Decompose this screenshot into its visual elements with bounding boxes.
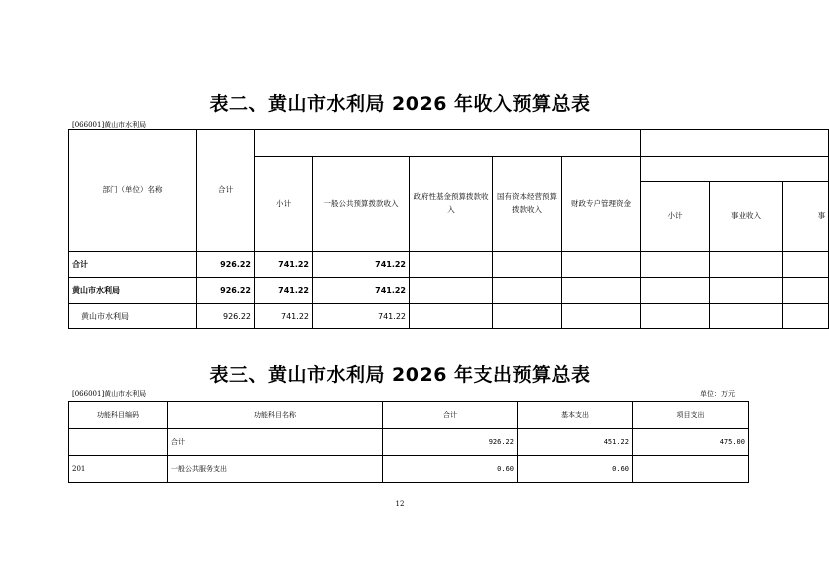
table-row (69, 278, 829, 304)
row-basic: 451.22 (518, 429, 633, 456)
row-subtotal: 741.22 (255, 278, 313, 304)
header-state-capital: 国有资本经营预算拨款收入 (493, 157, 562, 252)
header-subtotal2: 小计 (641, 182, 710, 252)
row-general: 741.22 (313, 252, 410, 278)
header-gov-fund: 政府性基金预算拨款收入 (410, 157, 493, 252)
row-total: 926.22 (197, 278, 255, 304)
page-number: 12 (395, 500, 405, 508)
header-dept: 部门（单位）名称 (69, 130, 197, 252)
row-name: 合计 (69, 252, 197, 278)
header-subtotal: 小计 (255, 157, 313, 252)
row-subtotal: 741.22 (255, 304, 313, 329)
header-fiscal-group (255, 130, 641, 157)
row-total: 926.22 (197, 304, 255, 329)
header-general-budget: 一般公共预算拨款收入 (313, 157, 410, 252)
header-name: 功能科目名称 (168, 402, 383, 429)
row-total: 0.60 (383, 456, 518, 483)
row-project (633, 456, 749, 483)
header-business-income: 事业收入 (710, 182, 783, 252)
row-name: 黄山市水利局 (69, 278, 197, 304)
expenditure-budget-table (68, 401, 749, 483)
row-project: 475.00 (633, 429, 749, 456)
revenue-budget-table (68, 129, 829, 329)
row-general: 741.22 (313, 278, 410, 304)
table-row (69, 429, 749, 456)
row-total: 926.22 (383, 429, 518, 456)
header-basic: 基本支出 (518, 402, 633, 429)
table3-unit-label: 单位：万元 (700, 390, 735, 398)
table3-title: 表三、黄山市水利局 2026 年支出预算总表 (209, 364, 591, 386)
header-total: 合计 (383, 402, 518, 429)
row-general: 741.22 (313, 304, 410, 329)
table-row (69, 252, 829, 278)
row-total: 926.22 (197, 252, 255, 278)
table2-unit-code: [066001]黄山市水利局 (72, 121, 147, 129)
header-project: 项目支出 (633, 402, 749, 429)
header-code: 功能科目编码 (69, 402, 168, 429)
header-total: 合计 (197, 130, 255, 252)
row-name: 一般公共服务支出 (168, 456, 383, 483)
header-nonfiscal-sub (641, 157, 829, 182)
row-code: 201 (69, 456, 168, 483)
table-row (69, 304, 829, 329)
row-subtotal: 741.22 (255, 252, 313, 278)
row-code (69, 429, 168, 456)
header-cut-column: 事 (783, 182, 829, 252)
table-row (69, 456, 749, 483)
header-nonfiscal-group (641, 130, 829, 157)
row-name: 合计 (168, 429, 383, 456)
row-basic: 0.60 (518, 456, 633, 483)
row-name: 黄山市水利局 (69, 304, 197, 329)
table3-unit-code: [066001]黄山市水利局 (72, 390, 147, 398)
table2-title: 表二、黄山市水利局 2026 年收入预算总表 (209, 93, 591, 115)
header-fiscal-special: 财政专户管理资金 (562, 157, 641, 252)
